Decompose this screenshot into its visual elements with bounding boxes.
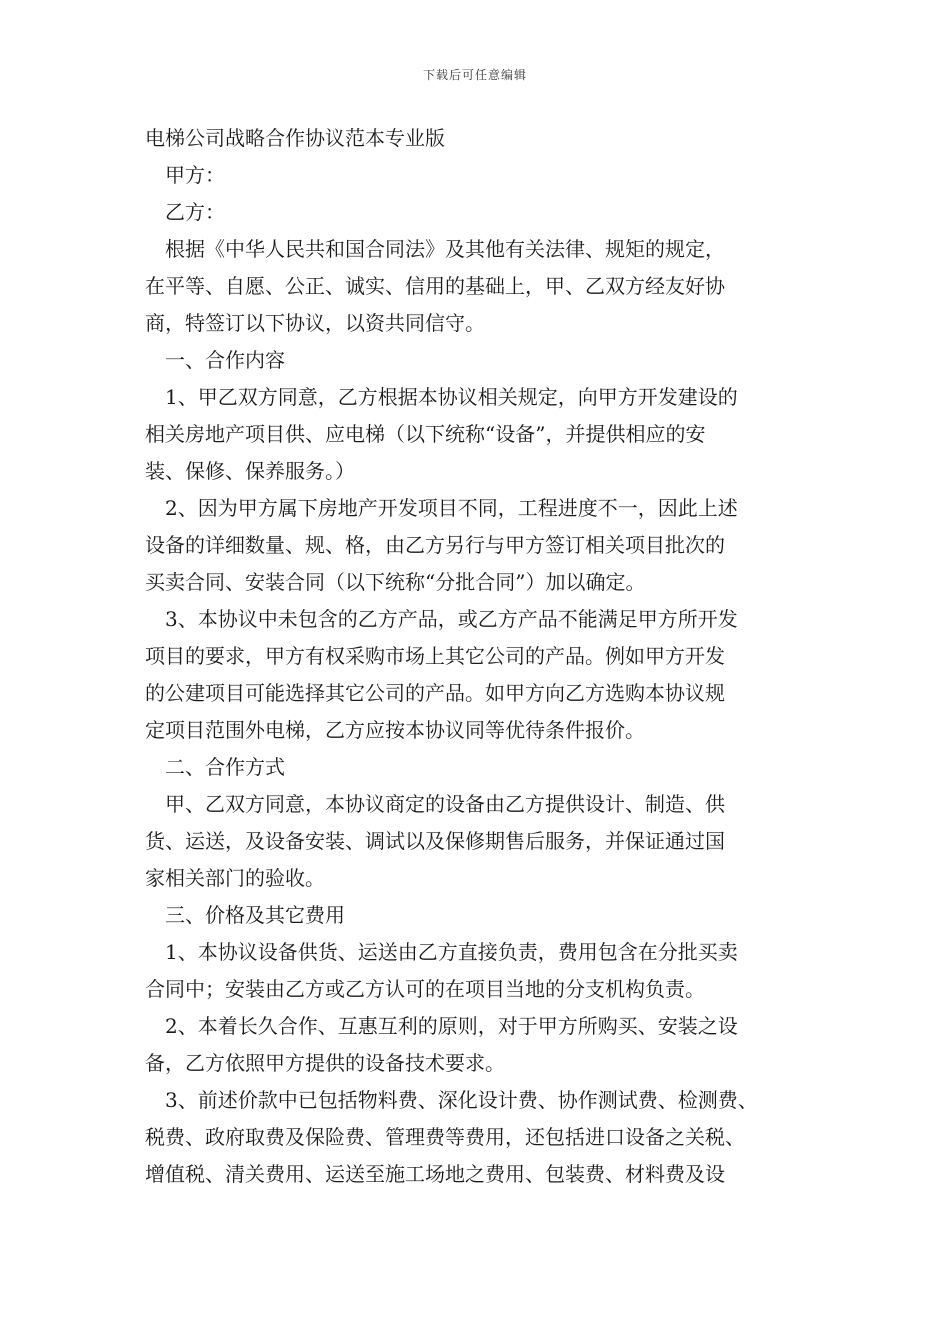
paragraph-line: 税费、政府取费及保险费、管理费等费用，还包括进口设备之关税、 bbox=[145, 1125, 745, 1149]
paragraph-line: 2、因为甲方属下房地产开发项目不同，工程进度不一，因此上述 bbox=[145, 496, 738, 520]
paragraph-line: 2、本着长久合作、互惠互利的原则，对于甲方所购买、安装之设 bbox=[145, 1014, 738, 1038]
paragraph-line: 相关房地产项目供、应电梯（以下统称“设备”，并提供相应的安 bbox=[145, 422, 706, 446]
paragraph-line: 合同中；安装由乙方或乙方认可的在项目当地的分支机构负责。 bbox=[145, 977, 705, 1001]
section-heading: 二、合作方式 bbox=[145, 755, 285, 779]
paragraph-line: 商，特签订以下协议，以资共同信守。 bbox=[145, 311, 485, 335]
paragraph-line: 甲、乙双方同意，本协议商定的设备由乙方提供设计、制造、供 bbox=[145, 792, 725, 816]
party-a-line: 甲方： bbox=[145, 163, 225, 187]
paragraph-line: 的公建项目可能选择其它公司的产品。如甲方向乙方选购本协议规 bbox=[145, 681, 725, 705]
document-body bbox=[145, 120, 815, 1193]
paragraph-line: 定项目范围外电梯，乙方应按本协议同等优待条件报价。 bbox=[145, 718, 645, 742]
paragraph-line: 根据《中华人民共和国合同法》及其他有关法律、规矩的规定， bbox=[145, 237, 725, 261]
paragraph-line: 在平等、自愿、公正、诚实、信用的基础上，甲、乙双方经友好协 bbox=[145, 274, 725, 298]
paragraph-line: 3、本协议中未包含的乙方产品，或乙方产品不能满足甲方所开发 bbox=[145, 607, 738, 631]
page-header-note: 下载后可任意编辑 bbox=[422, 68, 527, 82]
document-title: 电梯公司战略合作协议范本专业版 bbox=[145, 126, 445, 150]
paragraph-line: 项目的要求，甲方有权采购市场上其它公司的产品。例如甲方开发 bbox=[145, 644, 725, 668]
paragraph-line: 3、前述价款中已包括物料费、深化设计费、协作测试费、检测费、 bbox=[145, 1088, 758, 1112]
paragraph-line: 备，乙方依照甲方提供的设备技术要求。 bbox=[145, 1051, 505, 1075]
paragraph-line: 装、保修、保养服务。） bbox=[145, 459, 355, 483]
section-heading: 一、合作内容 bbox=[145, 348, 285, 372]
party-b-line: 乙方： bbox=[145, 200, 225, 224]
paragraph-line: 货、运送，及设备安装、调试以及保修期售后服务，并保证通过国 bbox=[145, 829, 725, 853]
paragraph-line: 1、甲乙双方同意，乙方根据本协议相关规定，向甲方开发建设的 bbox=[145, 385, 738, 409]
paragraph-line: 1、本协议设备供货、运送由乙方直接负责，费用包含在分批买卖 bbox=[145, 940, 738, 964]
paragraph-line: 设备的详细数量、规、格，由乙方另行与甲方签订相关项目批次的 bbox=[145, 533, 725, 557]
paragraph-line: 家相关部门的验收。 bbox=[145, 866, 325, 890]
section-heading: 三、价格及其它费用 bbox=[145, 903, 345, 927]
paragraph-line: 增值税、清关费用、运送至施工场地之费用、包装费、材料费及设 bbox=[145, 1162, 725, 1186]
paragraph-line: 买卖合同、安装合同（以下统称“分批合同”）加以确定。 bbox=[145, 570, 646, 594]
